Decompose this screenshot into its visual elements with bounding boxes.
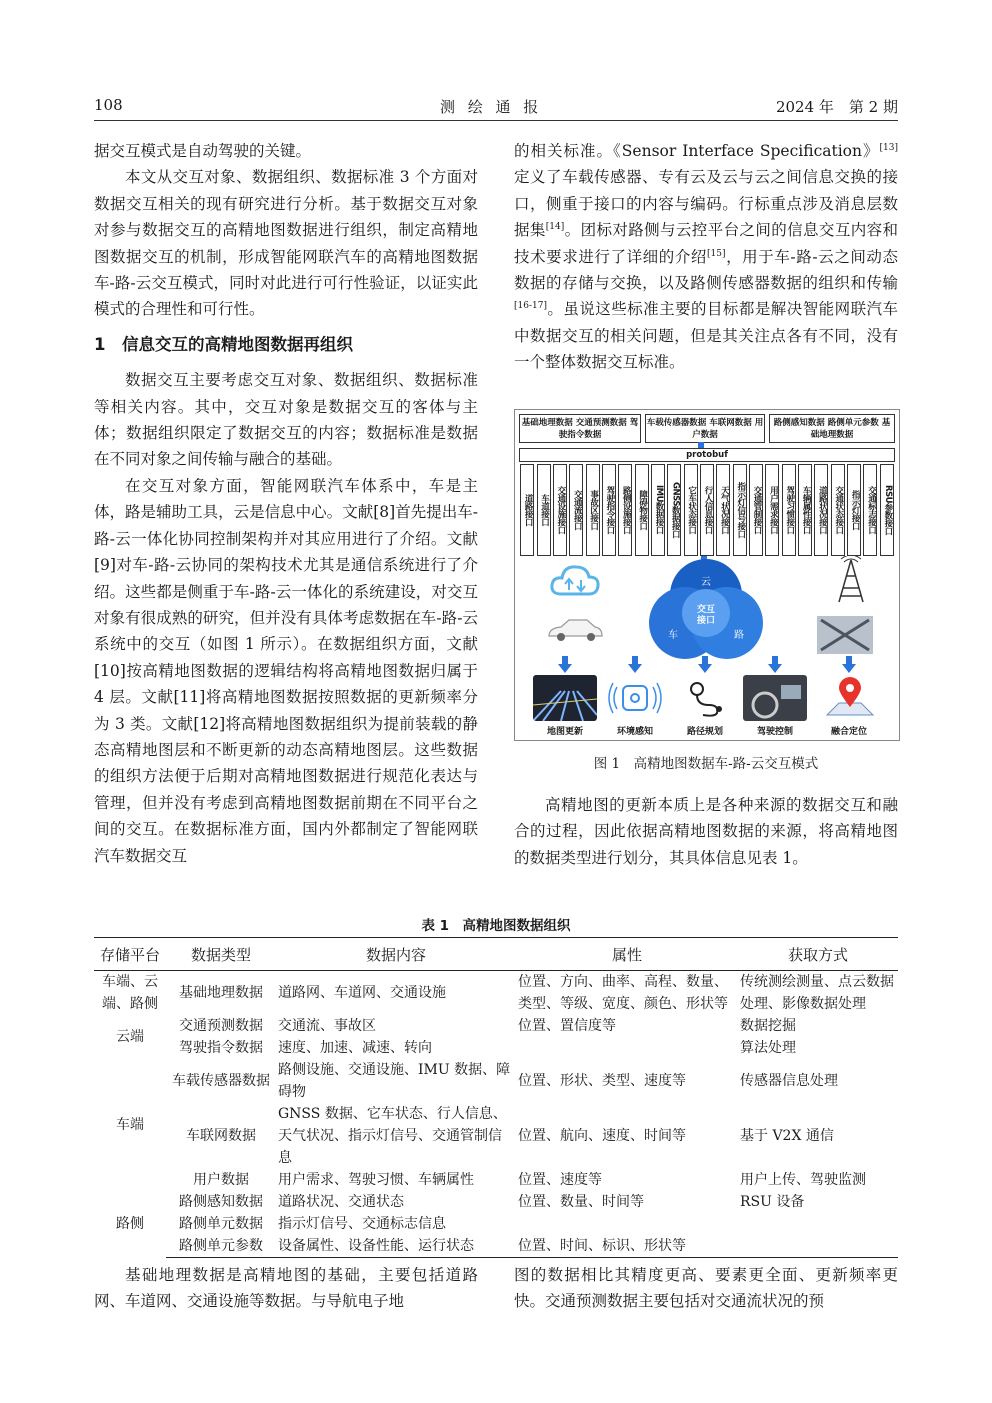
data-table	[94, 937, 898, 1258]
table-cell: 驾驶指令数据	[179, 1040, 263, 1056]
table-cell: 基础地理数据	[179, 985, 263, 1001]
journal-title: 测 绘 通 报	[440, 98, 543, 116]
interface-box: 交通管制接口	[749, 464, 763, 556]
interface-box: 用户需求接口	[765, 464, 779, 556]
interface-box: 障碍物接口	[635, 464, 649, 556]
table-cell: 交通预测数据	[179, 1018, 263, 1034]
arrow-down-icon	[558, 664, 572, 673]
interface-box: 它车状态接口	[684, 464, 698, 556]
table-cell: 车联网数据	[186, 1128, 256, 1144]
table-cell: 用户上传、驾驶监测	[740, 1172, 866, 1188]
table-title: 表 1 高精地图数据组织	[421, 918, 571, 934]
paragraph: 高精地图的更新本质上是各种来源的数据交互和融合的过程，因此依据高精地图数据的来源，将高精地图的数据类型进行划分，其具体信息见表 1。	[514, 796, 898, 867]
route-planning-icon	[673, 675, 737, 721]
environment-sensing-icon	[603, 675, 667, 721]
cloud-label: 云	[701, 577, 711, 588]
arrow-down-icon	[698, 664, 712, 673]
table-cell: 路侧感知数据	[179, 1194, 263, 1210]
table-cell: 云端	[116, 1029, 144, 1045]
table-header: 属性	[516, 938, 738, 971]
map-update-image	[533, 675, 597, 721]
app-label: 驾驶控制	[756, 727, 793, 737]
table-row	[94, 1213, 898, 1235]
table-row	[94, 1169, 898, 1191]
table-cell: 车端、云端、路侧	[102, 974, 158, 1012]
table-cell: 传统测绘测量、点云数据处理、影像数据处理	[740, 974, 894, 1012]
paragraph: 本文从交互对象、数据组织、数据标准 3 个方面对数据交互相关的现有研究进行分析。基于数据交互对象对参与数据交互的高精地图数据进行组织，制定高精地图数据交互的机制，形成智能网联汽车的高精地图数据车-路-云交互模式，同时对此进行可行性验证，以证实此模式的合理性和可行性。	[94, 168, 478, 319]
table-cell: 位置、形状、类型、速度等	[518, 1073, 686, 1089]
location-pin-icon	[817, 675, 881, 721]
table-cell: 车端	[116, 1117, 144, 1133]
right-column-continued	[514, 792, 898, 871]
header-rule	[94, 120, 898, 121]
arrow-down-icon	[842, 664, 856, 673]
paragraph: 的相关标准。《Sensor Interface Specification》[13]定义了车载传感器、专有云及云与云之间信息交换的接口，侧重于接口的内容与编码。行标重点涉及消息层数据集[14]。团标对路侧与云控平台之间的信息交互内容和技术要求进行了详细的介绍[15]，用于车-路-云之间动态数据的存储与交换，以及路侧传感器数据的组织和传输[16-17]。虽说这些标准主要的目标都是解决智能网联汽车中数据交互的相关问题，但是其关注点各有不同，没有一个整体数据交互标准。	[514, 142, 898, 372]
arrow-down-icon	[698, 442, 704, 448]
hub-label: 接口	[696, 616, 716, 626]
table-cell: 速度、加速、减速、转向	[278, 1040, 432, 1056]
interface-box: 事故区接口	[586, 464, 600, 556]
interface-box: 天气状况接口	[716, 464, 730, 556]
road-label: 路	[734, 630, 744, 641]
category-box: 车载传感器数据 车联网数据 用户数据	[645, 414, 765, 443]
interface-box: 交通状态接口	[831, 464, 845, 556]
table-cell: 基于 V2X 通信	[740, 1128, 834, 1144]
protocol-label: protobuf	[686, 450, 728, 460]
table-cell: 路侧单元数据	[179, 1216, 263, 1232]
interface-box: 道路接口	[520, 464, 534, 556]
vehicle-road-cloud-diagram	[641, 555, 771, 665]
table-cell: 传感器信息处理	[740, 1073, 838, 1089]
table-header: 存储平台	[94, 938, 166, 971]
table-row	[94, 971, 898, 1016]
app-label: 环境感知	[616, 727, 653, 737]
interface-box: RSU参数接口	[880, 464, 894, 556]
table-cell: 位置、速度等	[518, 1172, 602, 1188]
table-row	[94, 1191, 898, 1213]
interface-box: 行人信息接口	[700, 464, 714, 556]
table-cell: 位置、方向、曲率、高程、数量、类型、等级、宽度、颜色、形状等	[518, 974, 728, 1012]
interface-box: 路侧设施接口	[618, 464, 632, 556]
tower-icon	[831, 556, 871, 606]
protocol-bar	[519, 448, 895, 462]
table-cell: 道路状况、交通状态	[278, 1194, 404, 1210]
table-cell: 用户数据	[193, 1172, 249, 1188]
paragraph: 数据交互主要考虑交互对象、数据组织、数据标准等相关内容。其中，交互对象是数据交互的客体与主体；数据组织限定了数据交互的内容；数据标准是数据在不同对象之间传输与融合的基础。	[94, 371, 478, 469]
table-cell: 路侧设施、交通设施、IMU 数据、障碍物	[278, 1062, 511, 1100]
table-cell	[738, 1235, 898, 1258]
car-label: 车	[668, 630, 678, 641]
hub-label: 交互	[696, 605, 716, 615]
interface-box: 交通设施接口	[553, 464, 567, 556]
interface-box: 驾驶习惯接口	[782, 464, 796, 556]
interface-box: 交通流接口	[569, 464, 583, 556]
category-box: 路侧感知数据 路侧单元参数 基础地理数据	[769, 414, 895, 443]
figure-1	[514, 409, 900, 741]
left-column-bottom	[94, 1262, 478, 1315]
app-label: 路径规划	[686, 727, 723, 737]
interface-box: 交通标志接口	[863, 464, 877, 556]
interface-box: GNSS数据接口	[667, 464, 681, 556]
table-cell	[516, 1213, 738, 1235]
issue-label: 2024 年 第 2 期	[775, 98, 898, 116]
interface-box: 驾驶指令接口	[602, 464, 616, 556]
paragraph: 基础地理数据是高精地图的基础，主要包括道路网、车道网、交通设施等数据。与导航电子地	[94, 1266, 478, 1311]
table-header: 获取方式	[738, 938, 898, 971]
paragraph: 图的数据相比其精度更高、要素更全面、更新频率更快。交通预测数据主要包括对交通流状况的预	[514, 1266, 898, 1311]
table-cell	[516, 1037, 738, 1059]
paragraph: 在交互对象方面，智能网联汽车体系中，车是主体，路是辅助工具，云是信息中心。文献[8]首先提出车-路-云一体化协同控制架构并对其应用进行了介绍。文献[9]对车-路-云协同的架构技术尤其是通信系统进行了介绍。这些都是侧重于车-路-云一体化的系统建设，对交互对象有很成熟的研究，但并没有具体考虑数据在车-路-云系统中的交互（如图 1 所示）。在数据组织方面，文献[10]按高精地图数据的逻辑结构将高精地图数据归属于 4 层。文献[11]将高精地图数据按照数据的更新频率分为 3 类。文献[12]将高精地图数据组织为提前装载的静态高精地图层和不断更新的动态高精地图层。这些数据的组织方法便于后期对高精地图数据进行规范化表达与管理，但并没有考虑到高精地图数据前期在不同平台之间的交互。在数据标准方面，国内外都制定了智能网联汽车数据交互	[94, 476, 478, 865]
disconnect-icon	[817, 616, 873, 654]
table-cell: 用户需求、驾驶习惯、车辆属性	[278, 1172, 474, 1188]
cloud-upload-icon	[549, 560, 601, 600]
section-heading: 1 信息交互的高精地图数据再组织	[94, 334, 353, 354]
figure-caption: 图 1 高精地图数据车-路-云交互模式	[593, 756, 819, 772]
table-cell: GNSS 数据、它车状态、行人信息、天气状况、指示灯信号、交通管制信息	[278, 1106, 507, 1166]
right-column	[514, 138, 898, 376]
table-cell: 道路网、车道网、交通设施	[278, 985, 446, 1001]
table-cell: 数据挖掘	[740, 1018, 796, 1034]
left-column	[94, 138, 478, 869]
arrow-down-icon	[768, 664, 782, 673]
table-cell: 路侧	[116, 1216, 144, 1233]
table-cell: 位置、置信度等	[518, 1018, 616, 1034]
interface-box: 指示灯信号接口	[733, 464, 747, 556]
table-row	[94, 1103, 898, 1169]
app-label: 融合定位	[830, 727, 867, 737]
interface-box: 车道接口	[537, 464, 551, 556]
driving-control-image	[743, 675, 807, 721]
table-cell: 车载传感器数据	[172, 1073, 270, 1089]
table-row	[94, 1235, 898, 1258]
interface-box: 车辆属性接口	[798, 464, 812, 556]
interface-box: 指示灯接口	[847, 464, 861, 556]
table-header: 数据类型	[166, 938, 276, 971]
table-cell: 位置、时间、标识、形状等	[516, 1235, 738, 1258]
table-row	[94, 1059, 898, 1103]
paragraph: 据交互模式是自动驾驶的关键。	[94, 142, 312, 160]
interface-box: 道路状况接口	[814, 464, 828, 556]
right-column-bottom	[514, 1262, 898, 1315]
table-cell: 指示灯信号、交通标志信息	[278, 1216, 446, 1232]
car-icon	[545, 614, 605, 644]
interface-box: IMU数据接口	[651, 464, 665, 556]
table-cell: 位置、航向、速度、时间等	[518, 1128, 686, 1144]
category-box: 基础地理数据 交通预测数据 驾驶指令数据	[519, 414, 641, 443]
arrow-down-icon	[628, 664, 642, 673]
table-cell: 路侧单元参数	[166, 1235, 276, 1258]
table-cell	[738, 1213, 898, 1235]
table-row	[94, 1037, 898, 1059]
app-label: 地图更新	[546, 727, 583, 737]
table-cell: 算法处理	[740, 1040, 796, 1056]
table-cell: 设备属性、设备性能、运行状态	[276, 1235, 516, 1258]
table-cell: 位置、数量、时间等	[518, 1194, 644, 1210]
table-cell: RSU 设备	[740, 1194, 805, 1210]
table-cell: 交通流、事故区	[278, 1018, 376, 1034]
page-number: 108	[94, 96, 123, 114]
table-row	[94, 1015, 898, 1037]
table-header: 数据内容	[276, 938, 516, 971]
